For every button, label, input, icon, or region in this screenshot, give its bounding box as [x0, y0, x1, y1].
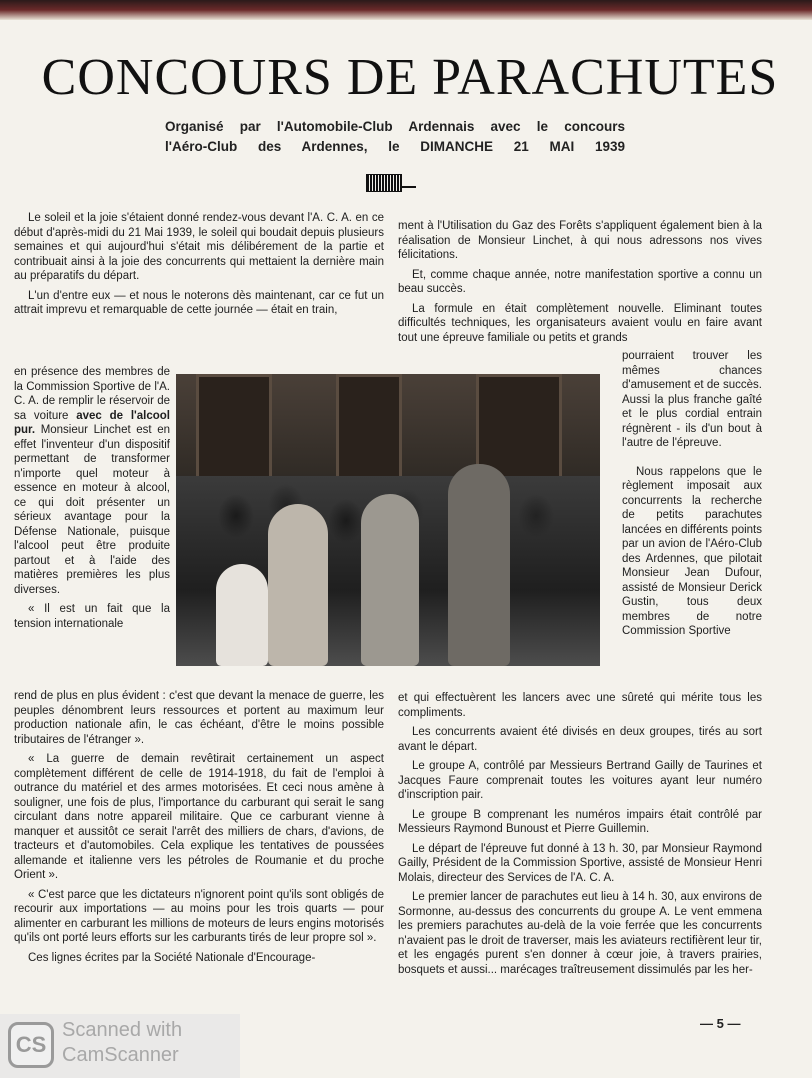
right-column-top — [398, 219, 762, 345]
subtitle-line-1: Organisé par l'Automobile-Club Ardennais avec le concours — [165, 119, 625, 134]
left-column-narrow — [14, 365, 170, 631]
text-span: en présence des membres de la Commission Sportive de l'A. C. A. de remplir le réservoir de sa voiture — [14, 366, 170, 422]
photo-figure-child — [216, 564, 268, 666]
paragraph: « C'est parce que les dictateurs n'ignorent point qu'ils sont obligés de recourir aux importations — au moins pour les trois quarts — pour alimenter en carburant les millions de moteurs de leurs engins motorisés qu'ils ont porté leurs efforts sur les carburants tirés de leur propre sol ». — [14, 888, 384, 944]
paragraph: ment à l'Utilisation du Gaz des Forêts s'appliquent également bien à la réalisation de Monsieur Linchet, à qui nous adressons nos vives félicitations. — [398, 220, 762, 261]
paragraph: Le groupe B comprenant les numéros impairs était contrôlé par Messieurs Raymond Bunoust et Pierre Guillemin. — [398, 808, 762, 835]
left-column-top — [14, 211, 384, 318]
paragraph: pourraient trouver les mêmes chances d'amusement et de succès. Aussi la plus franche gaîté et le plus cordial entrain régnèrent - ils d'un bout à l'autre de l'épreuve. — [622, 350, 762, 449]
watermark-line-1: Scanned with — [62, 1019, 183, 1041]
page-title: CONCOURS DE PARACHUTES — [41, 49, 779, 106]
paragraph — [14, 365, 170, 597]
paragraph: Le départ de l'épreuve fut donné à 13 h. 30, par Monsieur Raymond Gailly, Président de la Commission Sportive, assisté de Monsieur Henri Molais, directeur des Services de l'A. C. A. — [398, 842, 762, 884]
page-number: — 5 — — [700, 1016, 741, 1031]
paragraph: Le premier lancer de parachutes eut lieu à 14 h. 30, aux environs de Sormonne, au-dessus des concurrents du groupe A. Le vent emmena les premiers parachutes au-delà de la voie ferrée que les concurrents n'avaient pas le droit de traverser, mais les aviateurs rectifièrent leur tir, et les engagés purent s'en donner à cœur joie, à travers prairies, bosquets et aussi... marécages traîtreusement dissimulés par les her- — [398, 891, 762, 976]
paragraph: Ces lignes écrites par la Société Nationale d'Encourage- — [28, 951, 316, 964]
ornament-line — [400, 186, 416, 188]
watermark-line-2: CamScanner — [62, 1044, 179, 1066]
paragraph: Le groupe A, contrôlé par Messieurs Bertrand Gailly de Taurines et Jacques Faure comprenait toutes les voitures ayant leur numéro d'inscription pair. — [398, 760, 762, 801]
right-column-narrow — [622, 349, 762, 639]
paragraph: La formule en était complètement nouvelle. Eliminant toutes difficultés techniques, les organisateurs avaient voulu en faire avant tout une épreuve familiale ou petits et grands — [398, 302, 762, 344]
photo-figure-man-right — [448, 464, 510, 666]
paragraph: Et, comme chaque année, notre manifestation sportive a connu un beau succès. — [398, 268, 762, 295]
photo-figure-man — [361, 494, 419, 666]
crowd-photo — [176, 374, 600, 666]
paragraph: L'un d'entre eux — et nous le noterons dès maintenant, car ce fut un attrait imprevu et remarquable de cette journée — était en train, — [14, 289, 384, 316]
photo-figure-woman — [268, 504, 328, 666]
left-column-bottom — [14, 689, 384, 965]
paragraph: Nous rappelons que le règlement imposait aux concurrents la recherche de petits parachutes lancées en différents points par un avion de l'Aéro-Club des Ardennes, que pilotait Monsieur Jean Dufour, assisté de Monsieur Derick Gustin, tous deux membres de notre Commission Sportive — [622, 465, 762, 637]
subtitle-line-2: l'Aéro-Club des Ardennes, le DIMANCHE 21 MAI 1939 — [165, 139, 625, 154]
paragraph: « Il est un fait que la tension internationale — [14, 603, 170, 630]
right-column-bottom — [398, 691, 762, 977]
text-span: Monsieur Linchet est en effet l'inventeur d'un dispositif permettant de transformer n'importe quel moteur à essence en moteur à alcool, ce qui doit présenter un sérieux avantage pour la Défense Nationale, puisque l'alcool peut être produite partout et à l'aide des matières premières les plus diverses. — [14, 424, 170, 596]
subtitle — [165, 117, 625, 157]
paragraph: Le soleil et la joie s'étaient donné rendez-vous devant l'A. C. A. en ce début d'après-midi du 21 Mai 1939, le soleil qui boudait depuis plusieurs semaines et qui aujourd'hui s'était mis délibérement de la partie et contribuait ainsi à la joie des concurrents qui mettaient la dernière main au préparatifs du départ. — [14, 212, 384, 282]
paragraph: et qui effectuèrent les lancers avec une sûreté qui mérite tous les compliments. — [398, 692, 762, 719]
ornament-icon — [366, 174, 402, 192]
paragraph: « La guerre de demain revêtirait certainement un aspect complètement différent de celle de 1914-1918, du fait de l'emploi à outrance du matériel et des armes motorisées. Et ceci nous amène à souligner, une fois de plus, l'importance du carburant qui serait le sang circulant dans notre appareil militaire. Que ce carburant vienne à manquer et aussitôt ce serait l'arrêt des milliers de chars, d'avions, de tracteurs et d'automobiles. Cela explique les tentatives de poussées allemande et italienne vers les pétroles de Roumanie et du proche Orient ». — [14, 753, 384, 881]
watermark-text — [62, 1018, 232, 1068]
camscanner-logo-icon: CS — [8, 1022, 54, 1068]
paragraph: rend de plus en plus évident : c'est que devant la menace de guerre, les peuples dénombrent leurs ressources et portent au maximum leur production nationale afin, le cas échéant, d'être le moins possible tributaires de l'étranger ». — [14, 690, 384, 746]
top-border — [0, 0, 812, 20]
bold-text: avec de l'alcool pur. — [14, 409, 170, 436]
paragraph: Les concurrents avaient été divisés en deux groupes, tirés au sort avant le départ. — [398, 726, 762, 753]
